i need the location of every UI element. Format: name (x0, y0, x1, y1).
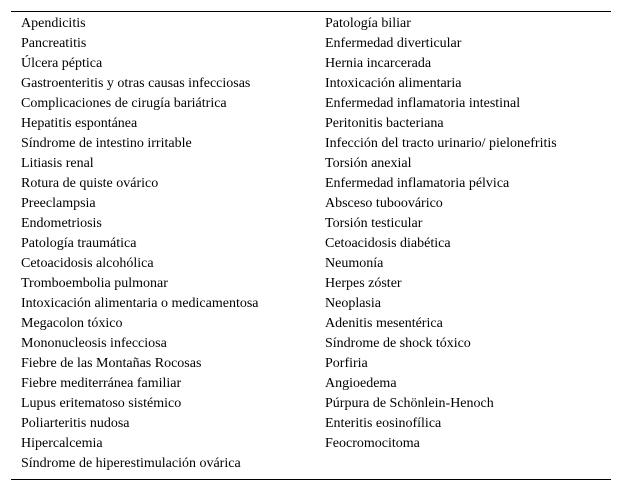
table-cell: Peritonitis bacteriana (325, 116, 444, 131)
table-cell: Enteritis eosinofílica (325, 416, 442, 431)
table-cell: Poliarteritis nudosa (21, 416, 130, 431)
table-cell: Síndrome de hiperestimulación ovárica (21, 456, 241, 471)
table-cell: Neumonía (325, 256, 384, 271)
table-cell: Absceso tuboovárico (325, 196, 443, 211)
table-cell: Enfermedad inflamatoria intestinal (325, 96, 521, 111)
table-cell: Hernia incarcerada (325, 56, 432, 71)
table-cell: Hepatitis espontánea (21, 116, 138, 131)
table-cell: Infección del tracto urinario/ pielonefritis (325, 136, 557, 151)
table-cell: Feocromocitoma (325, 436, 420, 451)
table-cell: Complicaciones de cirugía bariátrica (21, 96, 227, 111)
table-cell: Síndrome de shock tóxico (325, 336, 471, 351)
table-cell: Angioedema (325, 376, 397, 391)
table-cell: Torsión anexial (325, 156, 412, 171)
table-cell: Cetoacidosis alcohólica (21, 256, 154, 271)
table-cell: Apendicitis (21, 16, 86, 31)
table-cell: Lupus eritematoso sistémico (21, 396, 182, 411)
table-cell: Adenitis mesentérica (325, 316, 443, 331)
table-cell: Pancreatitis (21, 36, 87, 51)
table-cell: Tromboembolia pulmonar (21, 276, 168, 291)
table-cell: Preeclampsia (21, 196, 96, 211)
table-cell: Enfermedad inflamatoria pélvica (325, 176, 510, 191)
table-cell: Enfermedad diverticular (325, 36, 462, 51)
table-cell: Megacolon tóxico (21, 316, 123, 331)
left-column (21, 14, 259, 474)
table-cell: Patología biliar (325, 16, 411, 31)
table-cell: Litiasis renal (21, 156, 94, 171)
table-cell: Endometriosis (21, 216, 102, 231)
table-cell: Intoxicación alimentaria o medicamentosa (21, 296, 259, 311)
table-cell: Síndrome de intestino irritable (21, 136, 192, 151)
table-cell: Hipercalcemia (21, 436, 103, 451)
table-cell: Cetoacidosis diabética (325, 236, 451, 251)
diagnosis-table (11, 11, 611, 480)
table-cell: Intoxicación alimentaria (325, 76, 462, 91)
table-cell: Herpes zóster (325, 276, 402, 291)
table-cell: Úlcera péptica (21, 56, 103, 71)
right-column (325, 14, 557, 454)
table-cell: Torsión testicular (325, 216, 423, 231)
table-cell: Porfiria (325, 356, 368, 371)
table-cell: Púrpura de Schönlein-Henoch (325, 396, 494, 411)
table-cell: Fiebre mediterránea familiar (21, 376, 182, 391)
table-cell: Patología traumática (21, 236, 137, 251)
table-cell: Fiebre de las Montañas Rocosas (21, 356, 202, 371)
table-cell: Neoplasia (325, 296, 381, 311)
table-cell: Mononucleosis infecciosa (21, 336, 167, 351)
table-cell: Rotura de quiste ovárico (21, 176, 159, 191)
table-cell: Gastroenteritis y otras causas infecciosas (21, 76, 251, 91)
